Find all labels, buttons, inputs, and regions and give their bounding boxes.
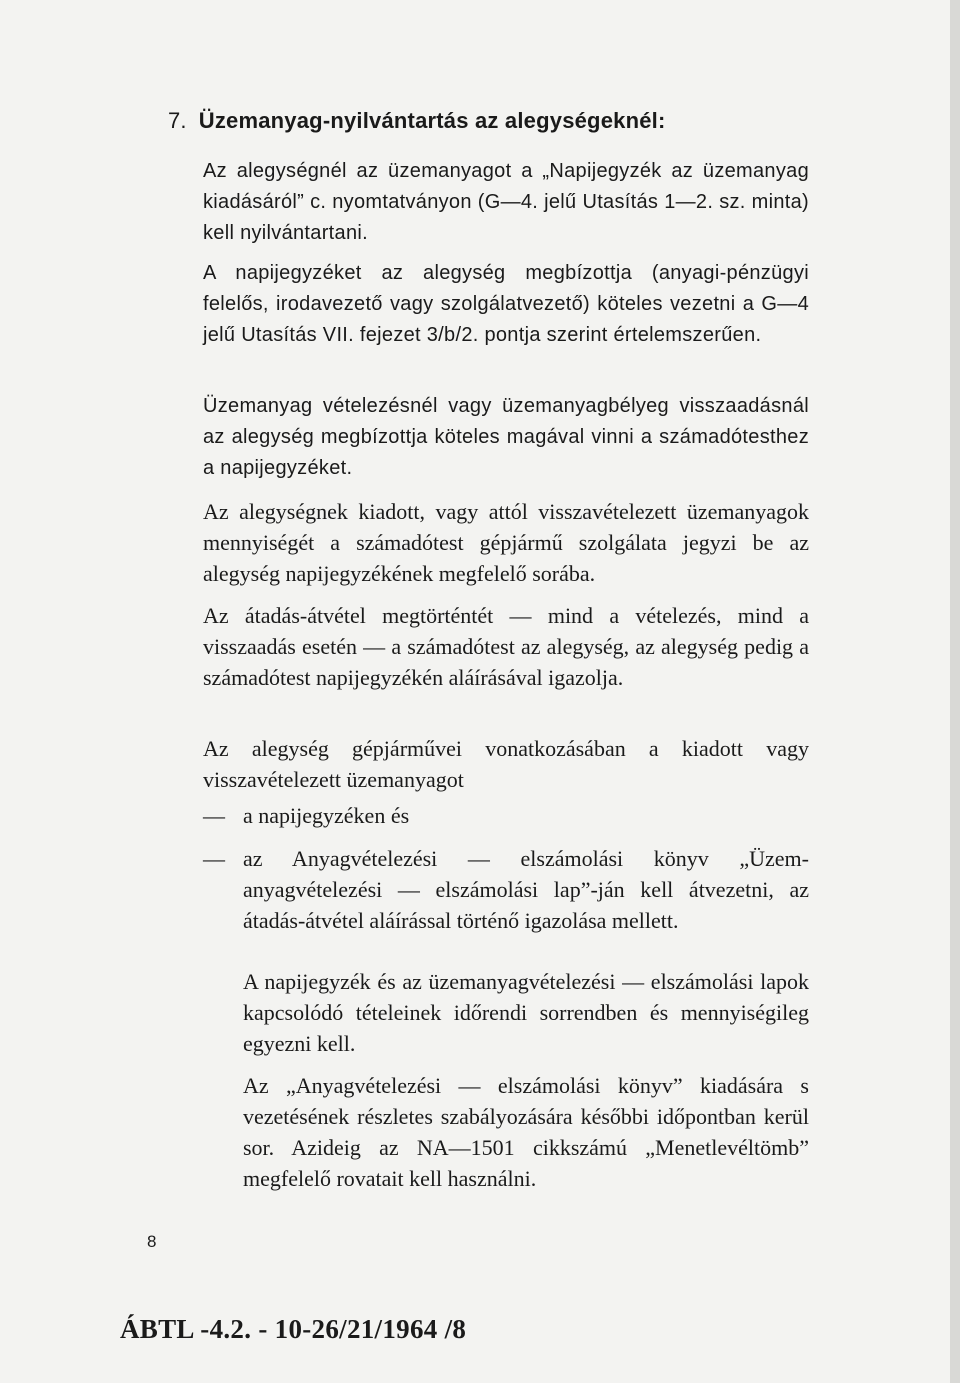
section-number: 7. [168, 108, 187, 133]
archive-reference: ÁBTL -4.2. - 10-26/21/1964 /8 [120, 1314, 467, 1344]
paragraph-8: Az „Anyagvételezési — elszámolási könyv” kiadására s vezetésének részletes szabályozására későbbi időpontban kerül sor. Azideig az NA—1501 cikkszámú „Menetlevéltömb” megfelelő rovatait kell használni. [243, 1073, 809, 1191]
section-title: Üzemanyag-nyilvántartás az alegységeknél: [198, 108, 666, 133]
section-heading [168, 108, 665, 134]
paragraph-4: Az alegységnek kiadott, vagy attól visszavételezett üzemanyagok mennyiségét a számadótest gépjármű szolgálata jegyzi be az alegység napijegyzékének megfelelő sorába. [203, 499, 809, 586]
paragraph-6: Az alegység gépjárművei vonatkozásában a kiadott vagy visszavételezett üzemanyagot [203, 736, 809, 792]
list-item-text: a napijegyzéken és [243, 803, 410, 828]
list-item-text: az Anyagvételezési — elszámolási könyv „Üzemanyagvételezési — elszámolási lap”-ján kell átvezetni, az átadás-átvétel aláírással történő igazolása mellett. [243, 846, 809, 933]
list-item-2 [203, 843, 809, 936]
list-dash: — [203, 846, 225, 871]
paragraph-1: Az alegységnél az üzemanyagot a „Napijegyzék az üzemanyag kiadásáról” c. nyomtatványon (G—4. jelű Utasítás 1—2. sz. minta) kell nyilvántartani. [203, 160, 809, 244]
page-edge [950, 0, 960, 1383]
list-dash: — [203, 803, 225, 828]
paragraph-7: A napijegyzék és az üzemanyagvételezési — elszámolási lapok kapcsolódó tételeinek időrendi sorrendben és mennyiségileg egyezni kell. [243, 969, 809, 1056]
paragraph-5: Az átadás-átvétel megtörténtét — mind a vételezés, mind a visszaadás esetén — a számadótest az alegység, az alegység pedig a számadótest napijegyzékén aláírásával igazolja. [203, 603, 809, 690]
page-number: 8 [147, 1232, 157, 1251]
list-item-1 [203, 800, 809, 831]
paragraph-2: A napijegyzéket az alegység megbízottja (anyagi-pénzügyi felelős, irodavezető vagy szolgálatvezető) köteles vezetni a G—4 jelű Utasítás VII. fejezet 3/b/2. pontja szerint értelemszerűen. [203, 262, 809, 346]
paragraph-3: Üzemanyag vételezésnél vagy üzemanyagbélyeg visszaadásnál az alegység megbízottja köteles magával vinni a számadótesthez a napijegyzéket. [203, 395, 809, 479]
